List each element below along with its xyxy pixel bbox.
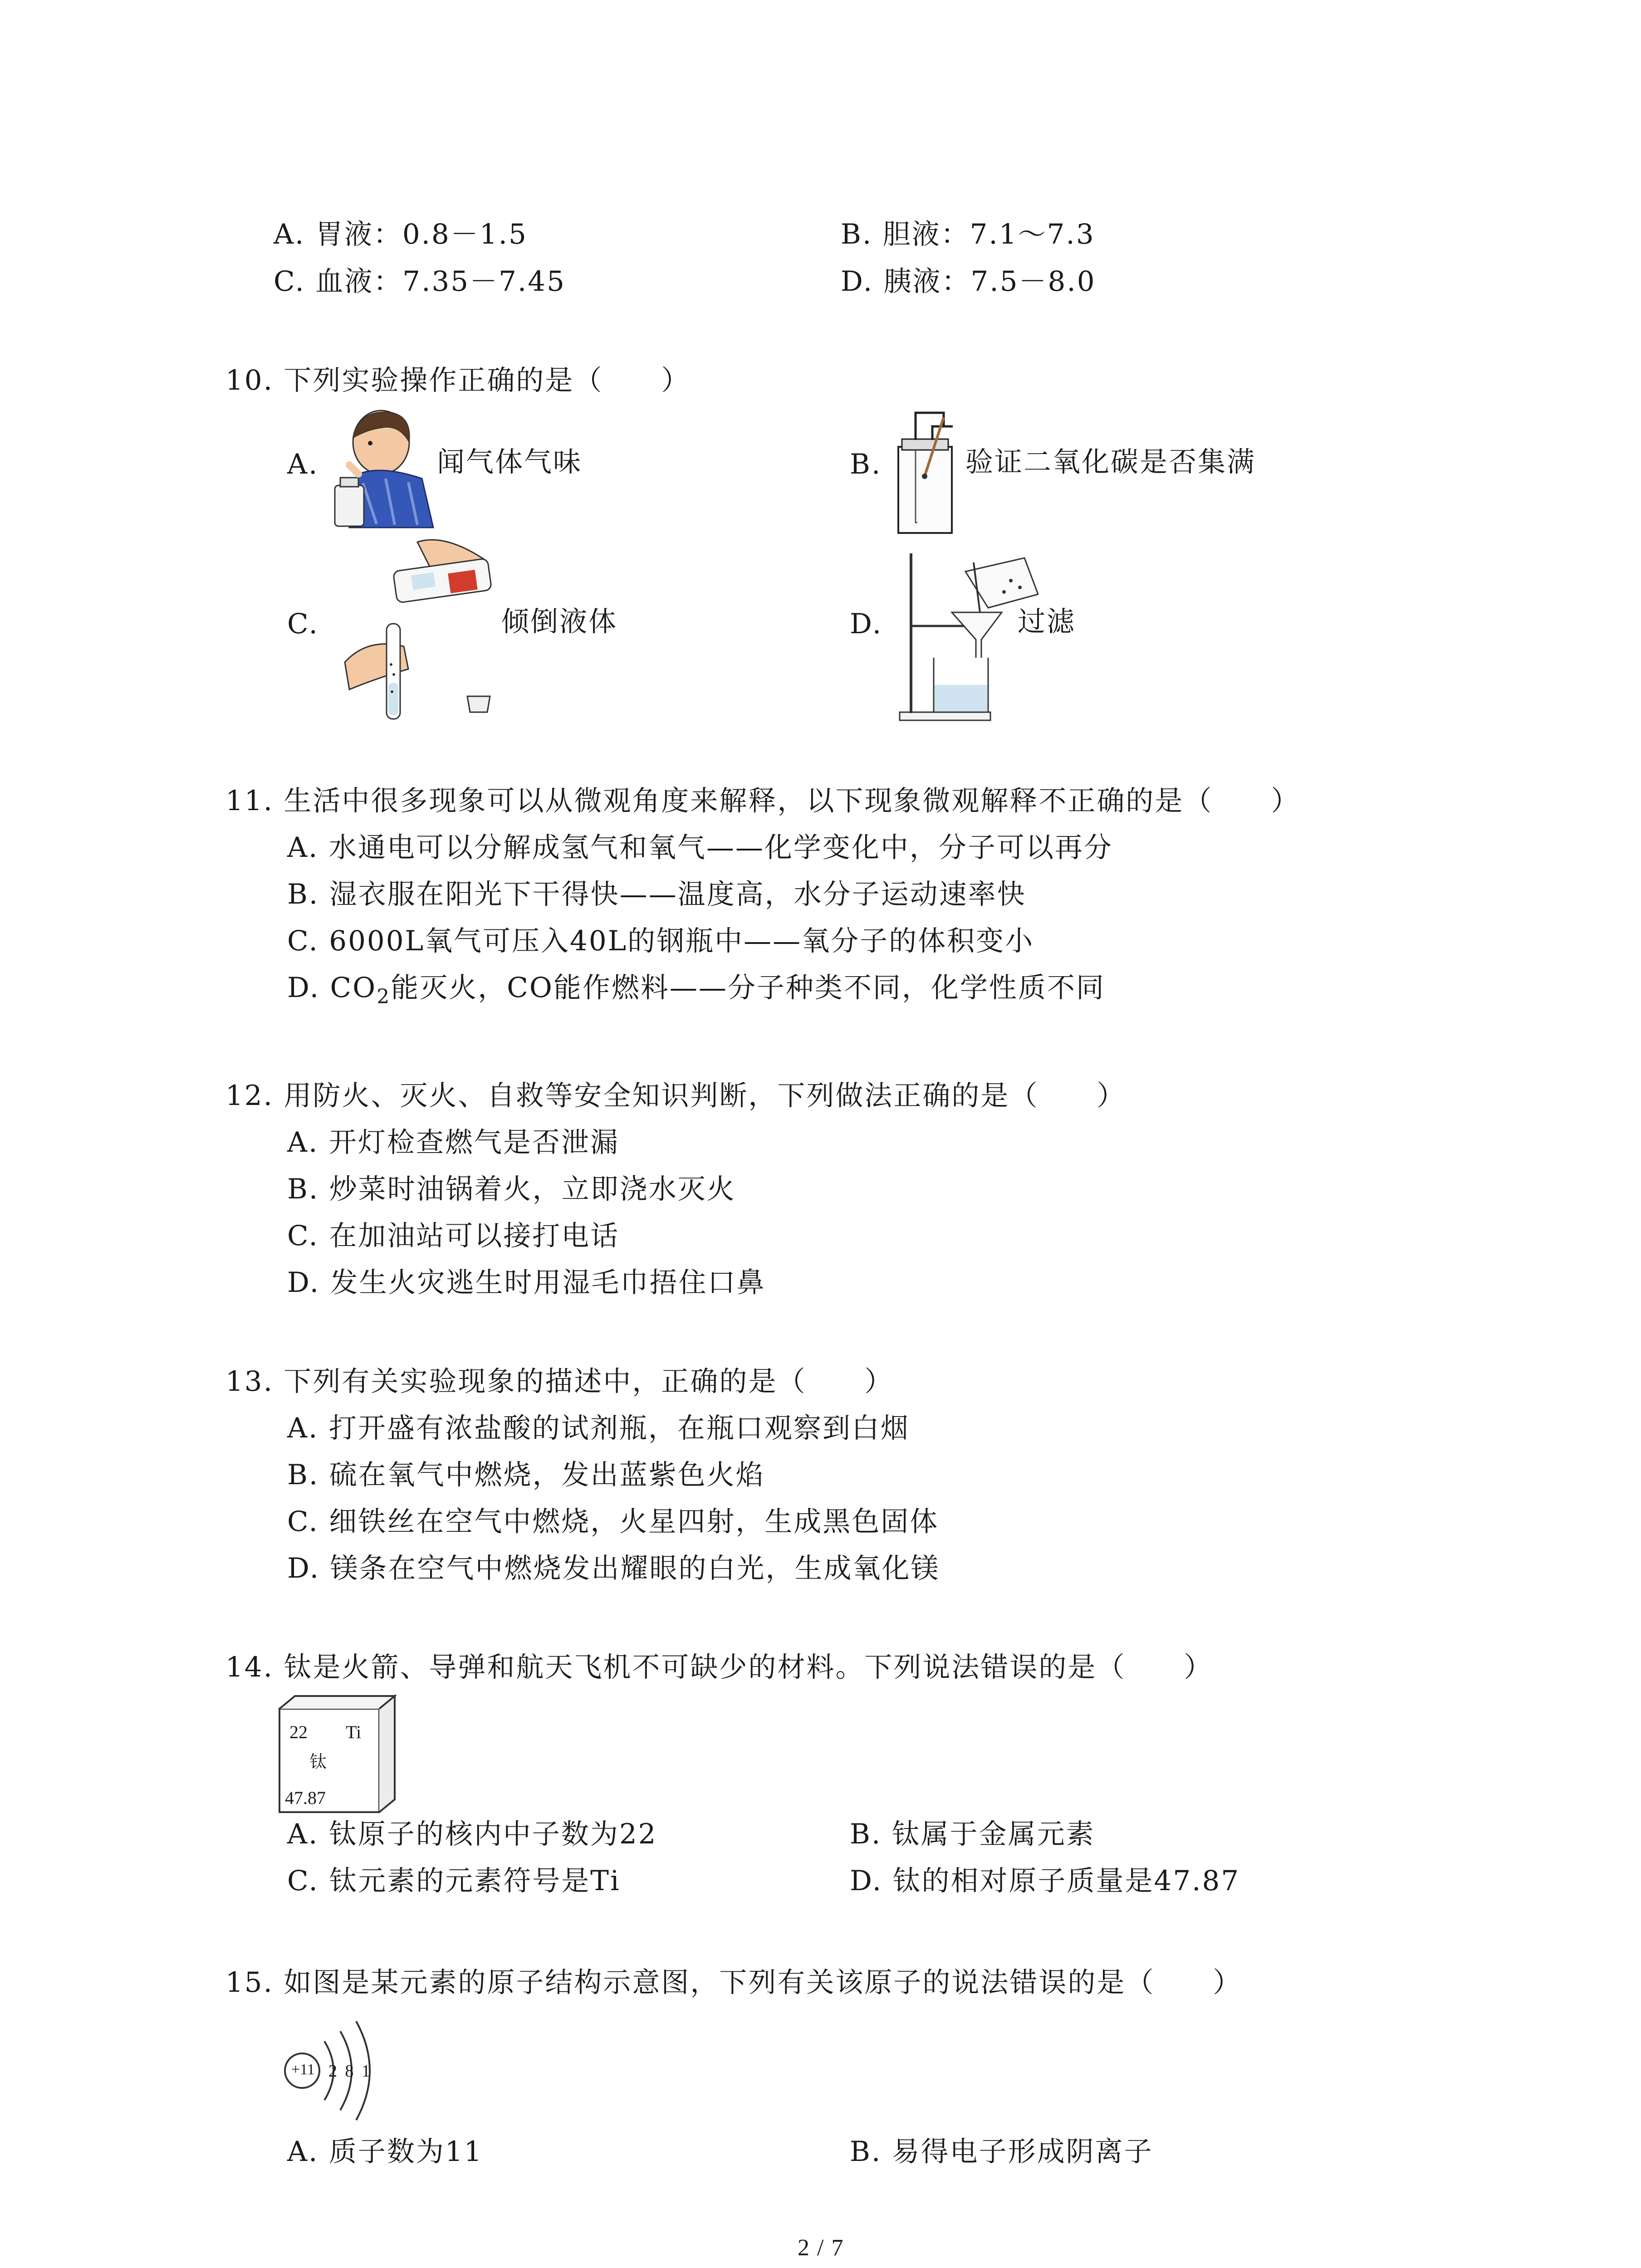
periodic-table-cell-ti	[278, 1694, 397, 1814]
q13-option-d: D. 镁条在空气中燃烧发出耀眼的白光，生成氧化镁	[287, 1552, 940, 1584]
q12-option-b: B. 炒菜时油锅着火，立即浇水灭火	[287, 1173, 736, 1205]
q11-option-d-pre: D. CO	[287, 972, 377, 1004]
q11-option-b: B. 湿衣服在阳光下干得快——温度高，水分子运动速率快	[287, 878, 1026, 910]
q15-option-a: A. 质子数为11	[287, 2136, 483, 2168]
q14-option-a: A. 钛原子的核内中子数为22	[287, 1818, 657, 1850]
q12-option-c: C. 在加油站可以接打电话	[287, 1220, 620, 1252]
q10-option-c-letter: C.	[287, 608, 319, 640]
element-atomic-mass: 47.87	[285, 1788, 326, 1808]
q11-option-d-post: 能灭火，CO能作燃料——分子种类不同，化学性质不同	[391, 972, 1105, 1004]
q10-stem: 10. 下列实验操作正确的是（ ）	[225, 364, 691, 396]
q10-option-d-text: 过滤	[1018, 606, 1076, 638]
page-number: 2 / 7	[798, 2235, 844, 2261]
q10-option-a-text: 闻气体气味	[437, 446, 583, 478]
person-smelling-gas-illustration	[331, 406, 440, 528]
q12-option-d: D. 发生火灾逃生时用湿毛巾捂住口鼻	[287, 1266, 766, 1299]
q11-stem: 11. 生活中很多现象可以从微观角度来解释，以下现象微观解释不正确的是（ ）	[225, 785, 1300, 817]
q10-option-c-text: 倾倒液体	[501, 606, 618, 638]
q9-option-d: D. 胰液：7.5－8.0	[841, 265, 1096, 298]
element-symbol: Ti	[346, 1722, 362, 1742]
q14-option-d: D. 钛的相对原子质量是47.87	[850, 1865, 1240, 1897]
element-atomic-number: 22	[289, 1722, 308, 1742]
q14-option-b: B. 钛属于金属元素	[850, 1818, 1095, 1850]
q14-stem: 14. 钛是火箭、导弹和航天飞机不可缺少的材料。下列说法错误的是（ ）	[225, 1651, 1213, 1683]
q13-option-a: A. 打开盛有浓盐酸的试剂瓶，在瓶口观察到白烟	[287, 1412, 910, 1444]
q10-option-a-letter: A.	[287, 448, 319, 480]
nucleus-charge: +11	[291, 2061, 315, 2078]
q12-stem: 12. 用防火、灭火、自救等安全知识判断，下列做法正确的是（ ）	[225, 1080, 1126, 1112]
q12-option-a: A. 开灯检查燃气是否泄漏	[287, 1126, 619, 1158]
q11-option-d-subscript: 2	[377, 985, 391, 1008]
q13-stem: 13. 下列有关实验现象的描述中，正确的是（ ）	[225, 1365, 894, 1398]
electron-shell-counts: 2 8 1	[328, 2062, 372, 2081]
q15-stem: 15. 如图是某元素的原子结构示意图，下列有关该原子的说法错误的是（ ）	[225, 1966, 1242, 1999]
q11-option-c: C. 6000L氧气可压入40L的钢瓶中——氧分子的体积变小	[287, 925, 1034, 957]
element-name: 钛	[309, 1752, 327, 1772]
q14-option-c: C. 钛元素的元素符号是Ti	[287, 1865, 621, 1897]
q10-option-b-letter: B.	[850, 448, 882, 480]
q11-option-d	[287, 974, 1105, 1007]
pouring-liquid-illustration	[336, 533, 508, 733]
atomic-structure-diagram	[281, 2014, 381, 2125]
q10-option-b-text: 验证二氧化碳是否集满	[965, 446, 1256, 478]
q13-option-b: B. 硫在氧气中燃烧，发出蓝紫色火焰	[287, 1459, 765, 1491]
q9-option-a: A. 胃液：0.8－1.5	[274, 218, 528, 250]
q15-option-b: B. 易得电子形成阴离子	[850, 2136, 1153, 2168]
q11-option-a: A. 水通电可以分解成氢气和氧气——化学变化中，分子可以再分	[287, 831, 1113, 864]
q10-option-d-letter: D.	[850, 608, 883, 640]
gas-bottle-with-match-illustration	[889, 404, 962, 535]
q9-option-c: C. 血液：7.35－7.45	[274, 265, 566, 298]
q13-option-c: C. 细铁丝在空气中燃烧，火星四射，生成黑色固体	[287, 1505, 939, 1538]
q9-option-b: B. 胆液：7.1～7.3	[841, 218, 1095, 250]
